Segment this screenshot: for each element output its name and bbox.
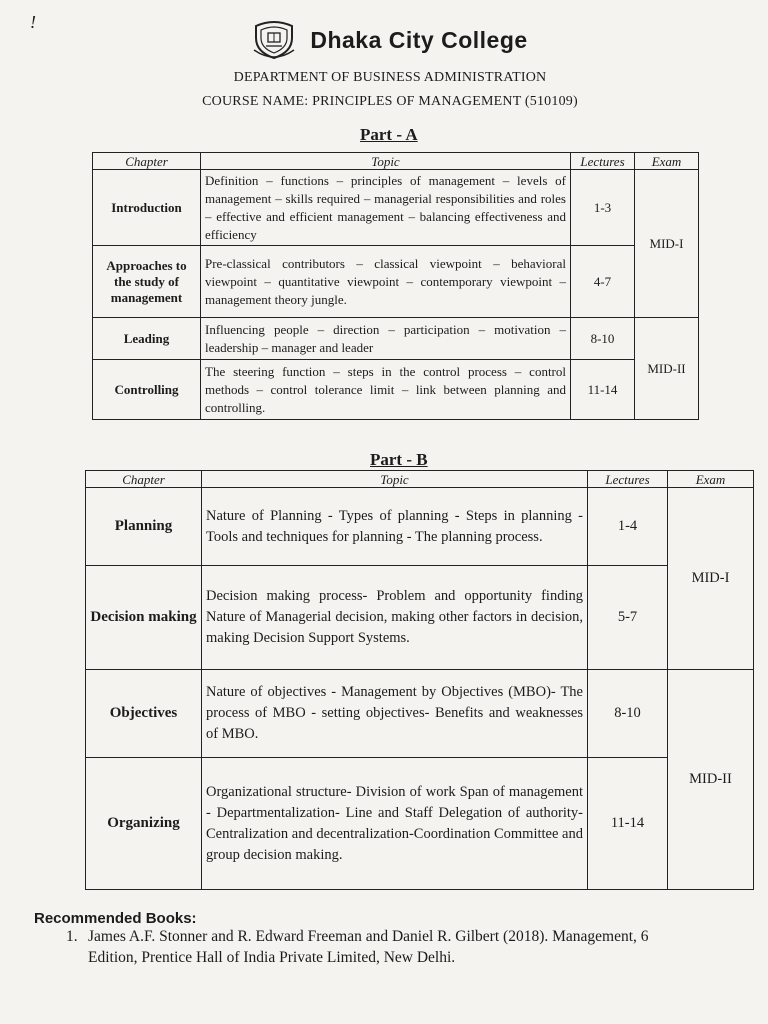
header-exam: Exam [668, 471, 754, 488]
college-name: Dhaka City College [310, 26, 528, 53]
part-a-table [92, 152, 699, 420]
exam-cell: MID-I [668, 488, 754, 670]
table-row [86, 488, 754, 566]
lectures-cell: 8-10 [571, 318, 635, 360]
part-b-table [85, 470, 754, 890]
table-row [93, 318, 699, 360]
chapter-cell: Introduction [93, 170, 201, 246]
college-logo-icon [252, 20, 296, 60]
topic-cell: Influencing people – direction – participation – motivation – leadership – manager and leader [201, 318, 571, 360]
lectures-cell: 11-14 [571, 360, 635, 420]
lectures-cell: 8-10 [588, 670, 668, 758]
topic-cell: Pre-classical contributors – classical viewpoint – behavioral viewpoint – quantitative viewpoint – contemporary viewpoint – management theory jungle. [201, 246, 571, 318]
header-chapter: Chapter [93, 153, 201, 170]
chapter-cell: Decision making [86, 566, 202, 670]
chapter-cell: Planning [86, 488, 202, 566]
header-chapter: Chapter [86, 471, 202, 488]
lectures-cell: 4-7 [571, 246, 635, 318]
header-exam: Exam [635, 153, 699, 170]
lectures-cell: 1-3 [571, 170, 635, 246]
table-header-row [86, 471, 754, 488]
table-row [93, 360, 699, 420]
chapter-cell: Objectives [86, 670, 202, 758]
exam-cell: MID-II [635, 318, 699, 420]
list-item [66, 926, 766, 968]
table-row [93, 246, 699, 318]
topic-cell: Decision making process- Problem and opportunity finding Nature of Managerial decision, making other factors in decision, making Decision Support Systems. [202, 566, 588, 670]
document-header [150, 20, 630, 110]
topic-cell: Organizational structure- Division of work Span of management - Departmentalization- Line and Staff Delegation of authority- Centralization and decentralization-Coordination Committee and group decision making. [202, 758, 588, 890]
table-row [86, 758, 754, 890]
exam-cell: MID-II [668, 670, 754, 890]
lectures-cell: 5-7 [588, 566, 668, 670]
topic-cell: Nature of objectives - Management by Objectives (MBO)- The process of MBO - setting objectives- Benefits and weaknesses of MBO. [202, 670, 588, 758]
part-b-title: Part - B [370, 450, 428, 469]
chapter-cell: Controlling [93, 360, 201, 420]
lectures-cell: 11-14 [588, 758, 668, 890]
lectures-cell: 1-4 [588, 488, 668, 566]
department-name: DEPARTMENT OF BUSINESS ADMINISTRATION [233, 70, 547, 85]
table-row [86, 566, 754, 670]
table-header-row [93, 153, 699, 170]
book-citation-line2: Edition, Prentice Hall of India Private Limited, New Delhi. [88, 949, 456, 966]
exam-cell: MID-I [635, 170, 699, 318]
recommended-books-heading: Recommended Books: [34, 910, 197, 927]
book-number: 1. [66, 928, 78, 945]
part-a-title: Part - A [360, 125, 418, 144]
topic-cell: Nature of Planning - Types of planning - Steps in planning - Tools and techniques for planning - The planning process. [202, 488, 588, 566]
header-lectures: Lectures [571, 153, 635, 170]
topic-cell: The steering function – steps in the control process – control methods – control tolerance limit – link between planning and controlling. [201, 360, 571, 420]
topic-cell: Definition – functions – principles of management – levels of management – skills required – managerial responsibilities and roles – effective and efficient management – balancing effectiveness and efficiency [201, 170, 571, 246]
handwritten-mark: ! [30, 12, 36, 32]
header-lectures: Lectures [588, 471, 668, 488]
table-row [93, 170, 699, 246]
table-row [86, 670, 754, 758]
recommended-books-list [66, 926, 766, 968]
chapter-cell: Organizing [86, 758, 202, 890]
header-topic: Topic [201, 153, 571, 170]
header-topic: Topic [202, 471, 588, 488]
course-name: COURSE NAME: PRINCIPLES OF MANAGEMENT (510109) [202, 94, 578, 109]
book-citation-line1: James A.F. Stonner and R. Edward Freeman and Daniel R. Gilbert (2018). Management, 6 [88, 928, 649, 945]
chapter-cell: Leading [93, 318, 201, 360]
chapter-cell: Approaches to the study of management [93, 246, 201, 318]
